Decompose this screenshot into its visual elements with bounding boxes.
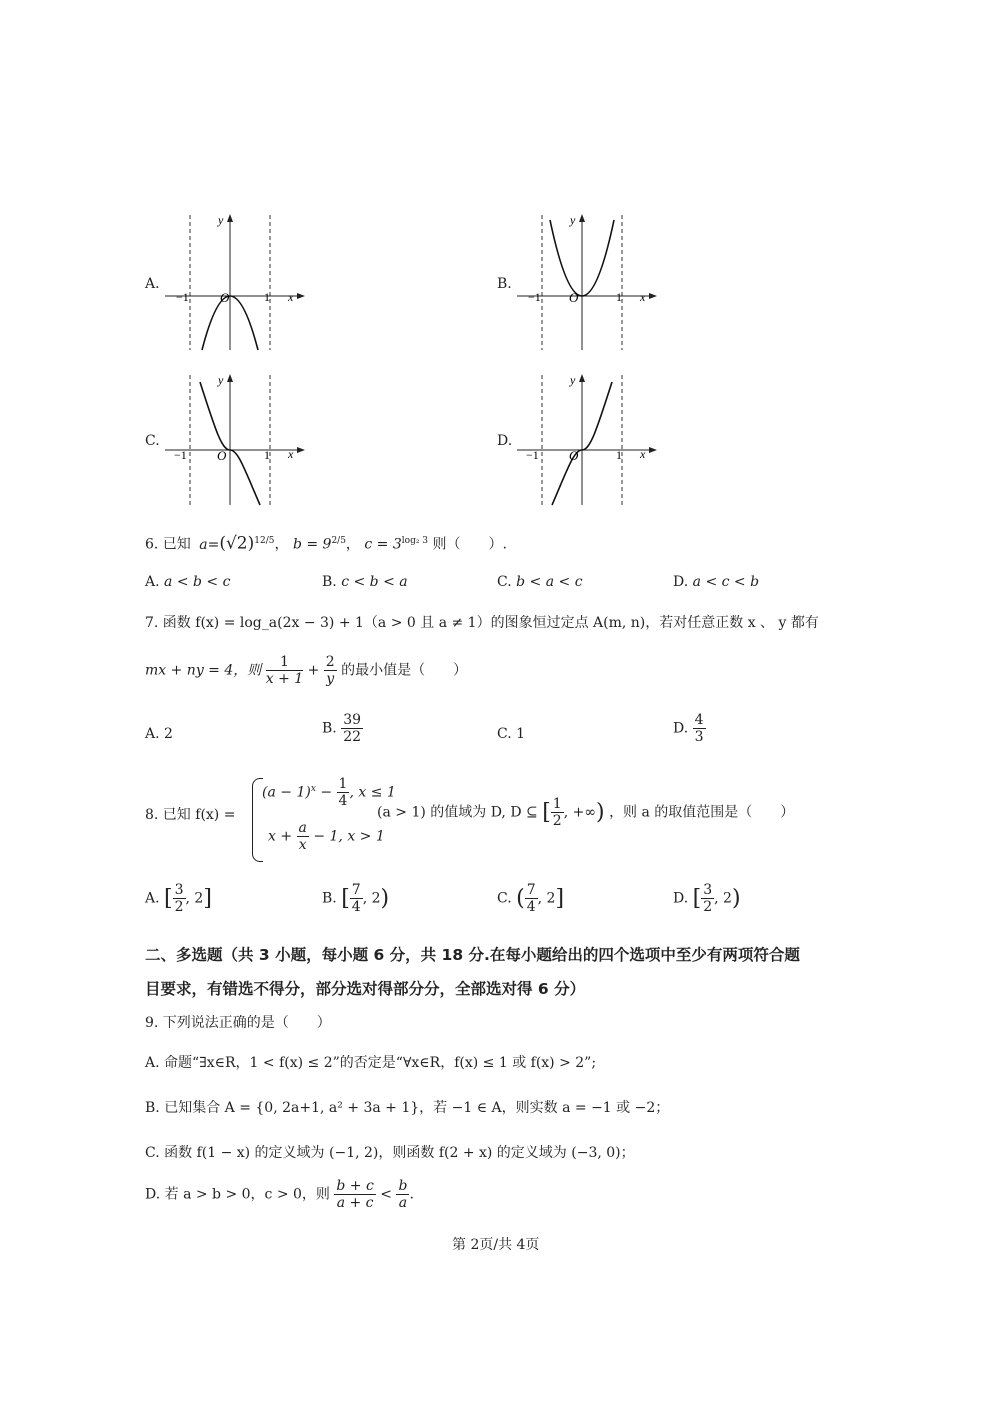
q9-option-c[interactable]: C. 函数 f(1 − x) 的定义域为 (−1, 2)，则函数 f(2 + x) 的定义域为 (−3, 0)； — [145, 1145, 635, 1161]
graph-b — [512, 210, 662, 355]
x-label: x — [288, 447, 294, 461]
graph-a — [160, 210, 310, 355]
q8-mid: (a > 1) 的值域为 D, D ⊆ [ $\frac{1}{2}$ , +∞) ，则 a 的取值范围是（ ） — [377, 796, 795, 830]
x-label: x — [640, 447, 646, 461]
graph-d-label: D. — [497, 433, 513, 449]
q6-option-c[interactable]: C. b < a < c — [497, 574, 583, 590]
q6-tail: 则（ ）. — [432, 536, 507, 553]
q6-a: a= — [199, 536, 220, 553]
graph-c-label: C. — [145, 433, 160, 449]
neg-one-label: −1 — [174, 448, 187, 462]
q6-option-a[interactable]: A. a < b < c — [145, 574, 231, 590]
x-arrow-icon — [297, 447, 305, 453]
graph-b-label: B. — [497, 276, 512, 292]
graph-a-label: A. — [145, 276, 160, 292]
q7-option-a[interactable]: A. 2 — [145, 726, 173, 742]
one-label: 1 — [616, 448, 622, 462]
section-2-heading-line2: 目要求，有错选不得分，部分选对得部分分，全部选对得 6 分） — [145, 980, 586, 998]
y-arrow-icon — [579, 214, 585, 222]
origin-label: O — [569, 290, 579, 305]
q7-option-c[interactable]: C. 1 — [497, 726, 526, 742]
y-label: y — [218, 213, 224, 227]
q6-a-base: (√2) — [219, 533, 255, 554]
section-2-heading-line1: 二、多选题（共 3 小题，每小题 6 分，共 18 分.在每小题给出的四个选项中至少有两项符合题 — [145, 946, 800, 964]
q6-b-exp: 2/5 — [331, 536, 346, 546]
one-label: 1 — [264, 290, 270, 304]
q7-option-d[interactable]: D. $\frac{4}{3}$ — [673, 712, 704, 746]
neg-one-label: −1 — [526, 448, 539, 462]
q7-line2-post: 的最小值是（ ） — [341, 662, 468, 679]
q6-b: b = 9 — [292, 536, 332, 553]
q9-option-b[interactable]: B. 已知集合 A = {0, 2a+1, a² + 3a + 1}，若 −1 ∈ A，则实数 a = −1 或 −2； — [145, 1100, 670, 1116]
q8-option-b[interactable]: B. [ $\frac{7}{4}$ , 2) — [322, 882, 390, 916]
x-arrow-icon — [297, 293, 305, 299]
q8-option-d[interactable]: D. [ $\frac{3}{2}$ , 2) — [673, 882, 741, 916]
q6-c: c = 3 — [364, 536, 402, 553]
q6-number: 6. 已知 — [145, 536, 191, 553]
q8-pre: 8. 已知 f(x) = — [145, 807, 236, 823]
x-arrow-icon — [649, 447, 657, 453]
y-arrow-icon — [227, 214, 233, 222]
q9-option-d[interactable]: D. 若 a > b > 0，c > 0，则 $\frac{b + c}{a + c}$ < $\frac{b}{a}$ . — [145, 1178, 414, 1212]
q9-stem: 9. 下列说法正确的是（ ） — [145, 1015, 331, 1031]
q6-c-exp: log₂ 3 — [401, 536, 429, 546]
y-label: y — [218, 373, 224, 387]
q6-a-exp: 12/5 — [254, 536, 275, 546]
q7-line2: mx + ny = 4，则 $\frac{1}{x + 1}$ + $\frac{2}{y}$ 的最小值是（ ） — [145, 654, 468, 688]
origin-label: O — [217, 448, 227, 463]
q7-line1: 7. 函数 f(x) = log_a(2x − 3) + 1（a > 0 且 a ≠ 1）的图象恒过定点 A(m, n)，若对任意正数 x 、 y 都有 — [145, 615, 819, 631]
graph-d — [512, 370, 662, 510]
origin-label: O — [220, 290, 230, 305]
neg-one-label: −1 — [528, 290, 541, 304]
q8-case2: x + $\frac{a}{x}$ − 1, x > 1 — [268, 820, 385, 854]
one-label: 1 — [616, 290, 622, 304]
q8-option-c[interactable]: C. ( $\frac{7}{4}$ , 2] — [497, 882, 565, 916]
page-footer: 第 2页/共 4页 — [452, 1237, 540, 1253]
question-6: 6. 已知 $a=(√2)^{12/5}$， $b = 9^{2/5}$， $c = 3^{log_2 3}$ 则（ ）. — [145, 533, 507, 554]
neg-one-label: −1 — [176, 290, 189, 304]
q7-frac2: $\frac{2}{y}$ — [325, 654, 335, 688]
y-label: y — [570, 213, 576, 227]
q7-frac1: $\frac{1}{x + 1}$ — [265, 654, 304, 688]
graph-c — [160, 370, 310, 510]
one-label: 1 — [264, 448, 270, 462]
q7-option-b[interactable]: B. $\frac{39}{22}$ — [322, 712, 362, 746]
q9-option-a[interactable]: A. 命题“∃x∈R，1 < f(x) ≤ 2”的否定是“∀x∈R，f(x) ≤ 1 或 f(x) > 2”; — [145, 1055, 597, 1071]
q6-option-b[interactable]: B. c < b < a — [322, 574, 408, 590]
y-arrow-icon — [227, 374, 233, 382]
q6-option-d[interactable]: D. a < c < b — [673, 574, 760, 590]
x-label: x — [288, 290, 294, 304]
q7-line2-pre: mx + ny = 4，则 — [145, 662, 262, 679]
x-label: x — [640, 290, 646, 304]
q8-option-a[interactable]: A. [ $\frac{3}{2}$ , 2] — [145, 882, 212, 916]
origin-label: O — [569, 448, 579, 463]
q8-case1: $(a - 1)^x$ − $\frac{1}{4}$ , x ≤ 1 — [262, 776, 396, 810]
x-arrow-icon — [649, 293, 657, 299]
y-label: y — [570, 373, 576, 387]
y-arrow-icon — [579, 374, 585, 382]
